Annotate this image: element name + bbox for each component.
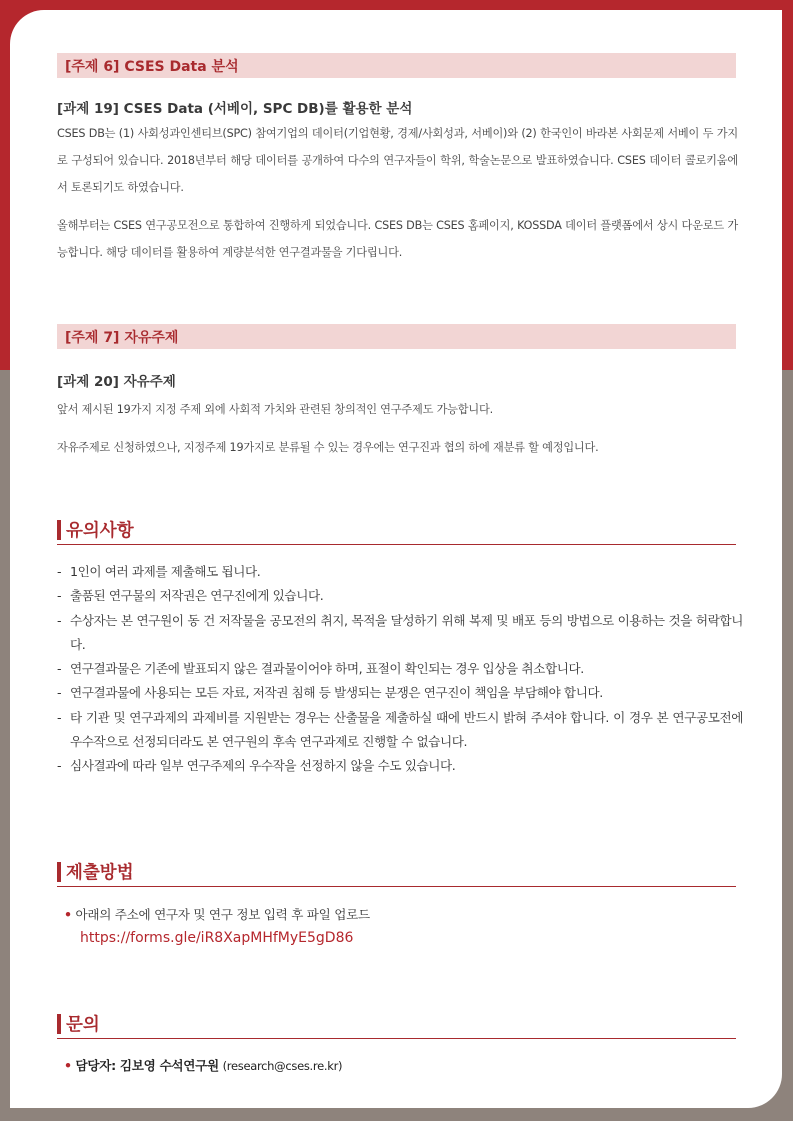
note-item — [57, 754, 743, 778]
note-dash: - — [57, 685, 62, 701]
topic7-title-bar — [57, 324, 736, 349]
note-item — [57, 681, 743, 705]
notes-list — [57, 560, 743, 779]
note-text: 심사결과에 따라 일부 연구주제의 우수작을 선정하지 않을 수도 있습니다. — [70, 758, 456, 774]
submission-section-header — [57, 858, 736, 887]
inquiry-section-header — [57, 1010, 736, 1039]
note-dash: - — [57, 661, 62, 677]
submission-bullet: • — [64, 907, 72, 922]
note-dash: - — [57, 709, 62, 725]
notes-section-header — [57, 516, 736, 545]
note-text: 타 기관 및 연구과제의 과제비를 지원받는 경우는 산출물을 제출하실 때에 반드시 밝혀 주셔야 합니다. 이 경우 본 연구공모전에 우수작으로 선정되더라도 본 연구원의 후속 연구과제로 진행할 수 없습니다. — [70, 709, 743, 750]
note-dash: - — [57, 758, 62, 774]
topic6-title: [주제 6] CSES Data 분석 — [65, 59, 239, 75]
topic7-line-1: 앞서 제시된 19가지 지정 주제 외에 사회적 가치와 관련된 창의적인 연구주제도 가능합니다. — [57, 403, 493, 416]
inquiry-email[interactable]: (research@cses.re.kr) — [222, 1059, 343, 1073]
topic7-task-title: [과제 20] 자유주제 — [57, 374, 176, 390]
note-item — [57, 706, 743, 755]
topic6-title-bar — [57, 53, 736, 78]
submission-text: 아래의 주소에 연구자 및 연구 정보 입력 후 파일 업로드 — [75, 907, 370, 922]
inquiry-contact — [64, 1055, 342, 1074]
note-text: 출품된 연구물의 저작권은 연구진에게 있습니다. — [70, 588, 324, 604]
submission-heading: 제출방법 — [66, 863, 134, 883]
topic6-task-title: [과제 19] CSES Data (서베이, SPC DB)를 활용한 분석 — [57, 101, 413, 117]
note-item — [57, 584, 743, 608]
note-text: 연구결과물은 기존에 발표되지 않은 결과물이어야 하며, 표절이 확인되는 경우 입상을 취소합니다. — [70, 661, 584, 677]
note-dash: - — [57, 612, 62, 628]
note-text: 수상자는 본 연구원이 동 건 저작물을 공모전의 취지, 목적을 달성하기 위해 복제 및 배포 등의 방법으로 이용하는 것을 허락합니다. — [70, 612, 743, 652]
note-dash: - — [57, 588, 62, 604]
inquiry-heading: 문의 — [66, 1015, 100, 1035]
note-dash: - — [57, 564, 62, 579]
notes-heading: 유의사항 — [66, 521, 134, 541]
note-text: 연구결과물에 사용되는 모든 자료, 저작권 침해 등 발생되는 분쟁은 연구진이 책임을 부담해야 합니다. — [70, 685, 603, 701]
inquiry-contact-label: 담당자: 김보영 수석연구원 — [75, 1058, 219, 1073]
topic7-line-2: 자유주제로 신청하였으나, 지정주제 19가지로 분류될 수 있는 경우에는 연구진과 협의 하에 재분류 할 예정입니다. — [57, 441, 599, 454]
note-text: 1인이 여러 과제를 제출해도 됩니다. — [70, 564, 261, 579]
notes-heading-bar — [57, 520, 61, 540]
topic6-paragraph-2: 올해부터는 CSES 연구공모전으로 통합하여 진행하게 되었습니다. CSES DB는 CSES 홈페이지, KOSSDA 데이터 플랫폼에서 상시 다운로드 가능합니다. 해당 데이터를 활용하여 계량분석한 연구결과물을 기다립니다. — [57, 219, 738, 259]
note-item — [57, 609, 743, 658]
note-item — [57, 560, 743, 584]
submission-form-link[interactable]: https://forms.gle/iR8XapMHfMyE5gD86 — [80, 930, 354, 946]
topic7-title: [주제 7] 자유주제 — [65, 330, 179, 346]
submission-heading-bar — [57, 862, 61, 882]
inquiry-heading-bar — [57, 1014, 61, 1034]
topic6-paragraph-1: CSES DB는 (1) 사회성과인센티브(SPC) 참여기업의 데이터(기업현황, 경제/사회성과, 서베이)와 (2) 한국인이 바라본 사회문제 서베이 두 가지로 구성되어 있습니다. 2018년부터 해당 데이터를 공개하여 다수의 연구자들이 학위, 학술논문으로 발표하였습니다. CSES 데이터 콜로키움에서 토론되기도 하였습니다. — [57, 127, 738, 194]
submission-instruction — [64, 904, 370, 923]
inquiry-bullet: • — [64, 1058, 72, 1073]
note-item — [57, 657, 743, 681]
